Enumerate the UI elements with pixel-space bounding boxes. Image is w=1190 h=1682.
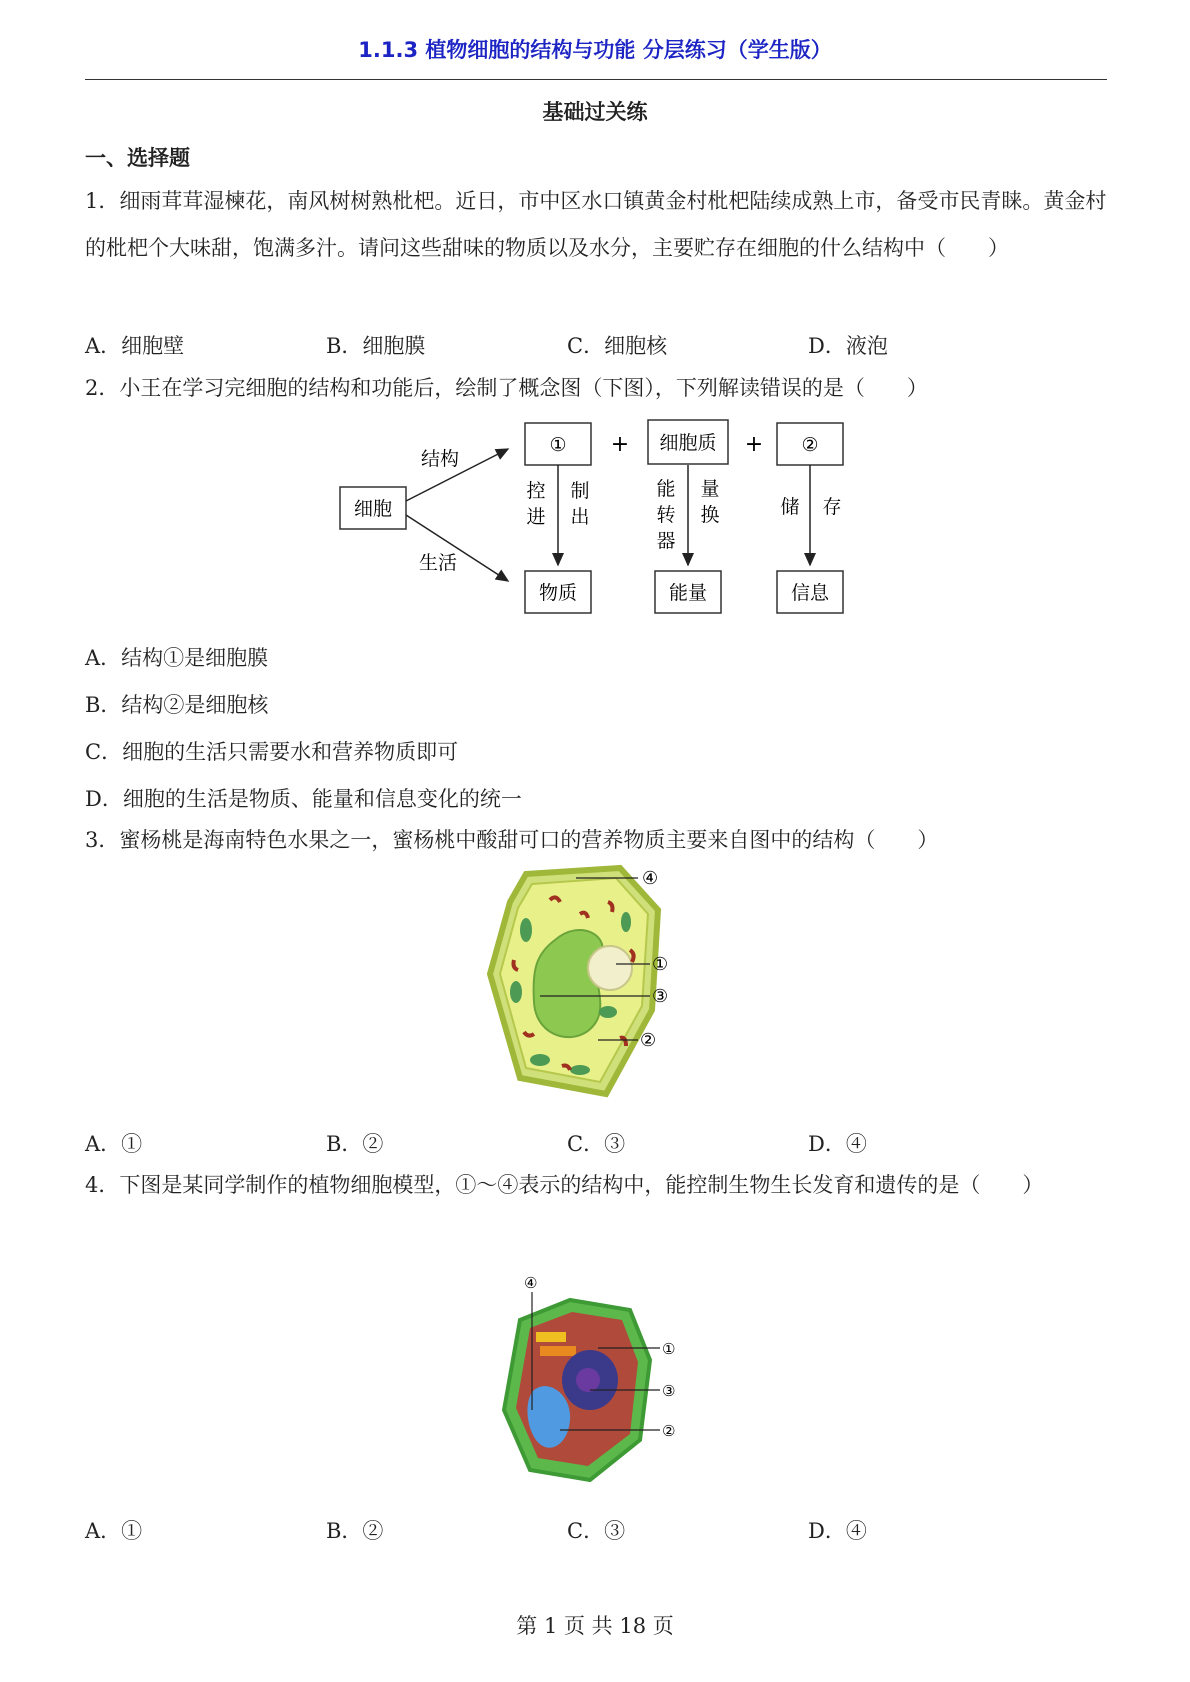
q1-option-a[interactable]: A．细胞壁 [85, 334, 185, 358]
nucleus [588, 946, 632, 990]
box-2-label: ② [801, 434, 819, 456]
structure-label: 结构 [420, 448, 460, 470]
q3-option-a[interactable]: A．① [85, 1132, 143, 1156]
control-char-2: 进 [526, 506, 546, 528]
box-cytoplasm-label: 细胞质 [659, 432, 717, 454]
store-char-1: 储 [780, 496, 800, 518]
label-1: ① [652, 954, 669, 975]
q2-option-c[interactable]: C．细胞的生活只需要水和营养物质即可 [85, 740, 459, 764]
q2-option-b[interactable]: B．结构②是细胞核 [85, 693, 269, 717]
label-3: ③ [652, 986, 669, 1007]
q3-option-d[interactable]: D．④ [808, 1132, 867, 1156]
q2-option-a[interactable]: A．结构①是细胞膜 [85, 646, 269, 670]
model-organelle-yellow [536, 1332, 566, 1342]
energy-label: 能量 [668, 582, 708, 604]
control-char-1: 控 [526, 480, 546, 502]
part-heading: 一、选择题 [85, 146, 190, 170]
model-label-4: ④ [524, 1274, 538, 1292]
energy-char-2: 转 [656, 504, 676, 526]
chloroplast [510, 981, 522, 1003]
section-title: 基础过关练 [542, 100, 648, 124]
model-nucleolus [576, 1368, 600, 1392]
label-4: ④ [642, 868, 659, 889]
model-label-1: ① [662, 1340, 676, 1358]
q4-option-a[interactable]: A．① [85, 1519, 143, 1543]
matter-label: 物质 [538, 582, 578, 604]
plant-cell-illustration [480, 862, 720, 1112]
q4-option-d[interactable]: D．④ [808, 1519, 867, 1543]
energy-char-4: 量 [700, 478, 720, 500]
store-char-2: 存 [822, 496, 842, 518]
plant-cell-model-illustration [490, 1270, 710, 1495]
plus-1: + [610, 432, 630, 457]
chloroplast [570, 1065, 590, 1075]
question-4-text: 4．下图是某同学制作的植物细胞模型，①～④表示的结构中，能控制生物生长发育和遗传的是（ ） [85, 1173, 1044, 1197]
label-2: ② [640, 1030, 657, 1051]
energy-char-1: 能 [656, 478, 676, 500]
question-3-text: 3．蜜杨桃是海南特色水果之一，蜜杨桃中酸甜可口的营养物质主要来自图中的结构（ ） [85, 828, 939, 852]
cell-label: 细胞 [353, 498, 393, 520]
question-1-text: 1．细雨茸茸湿楝花，南风树树熟枇杷。近日，市中区水口镇黄金村枇杷陆续成熟上市，备受市民青睐。黄金村的枇杷个大味甜，饱满多汁。请问这些甜味的物质以及水分，主要贮存在细胞的什么结构中（ ） [85, 189, 1107, 260]
chloroplast [599, 1006, 617, 1018]
box-1-label: ① [549, 434, 567, 456]
info-label: 信息 [790, 582, 830, 604]
q4-option-b[interactable]: B．② [326, 1519, 384, 1543]
q2-option-d[interactable]: D．细胞的生活是物质、能量和信息变化的统一 [85, 787, 522, 811]
page-number-footer: 第 1 页 共 18 页 [516, 1614, 674, 1638]
title-divider [85, 79, 1107, 80]
chloroplast [530, 1054, 550, 1066]
page-title: 1.1.3 植物细胞的结构与功能 分层练习（学生版） [358, 38, 832, 62]
model-label-3: ③ [662, 1382, 676, 1400]
energy-char-5: 换 [700, 504, 720, 526]
q1-option-d[interactable]: D．液泡 [808, 334, 888, 358]
energy-char-3: 器 [656, 530, 676, 552]
q1-option-c[interactable]: C．细胞核 [567, 334, 668, 358]
plus-2: + [744, 432, 764, 457]
control-char-4: 出 [570, 506, 590, 528]
q4-option-c[interactable]: C．③ [567, 1519, 626, 1543]
q3-option-b[interactable]: B．② [326, 1132, 384, 1156]
control-char-3: 制 [570, 480, 590, 502]
life-label: 生活 [418, 552, 458, 574]
chloroplast [520, 918, 532, 942]
concept-map-diagram [330, 415, 860, 625]
q1-option-b[interactable]: B．细胞膜 [326, 334, 426, 358]
chloroplast [621, 912, 631, 932]
model-organelle-orange [540, 1346, 576, 1356]
question-2-text: 2．小王在学习完细胞的结构和功能后，绘制了概念图（下图），下列解读错误的是（ ） [85, 376, 928, 400]
model-label-2: ② [662, 1422, 676, 1440]
q3-option-c[interactable]: C．③ [567, 1132, 626, 1156]
